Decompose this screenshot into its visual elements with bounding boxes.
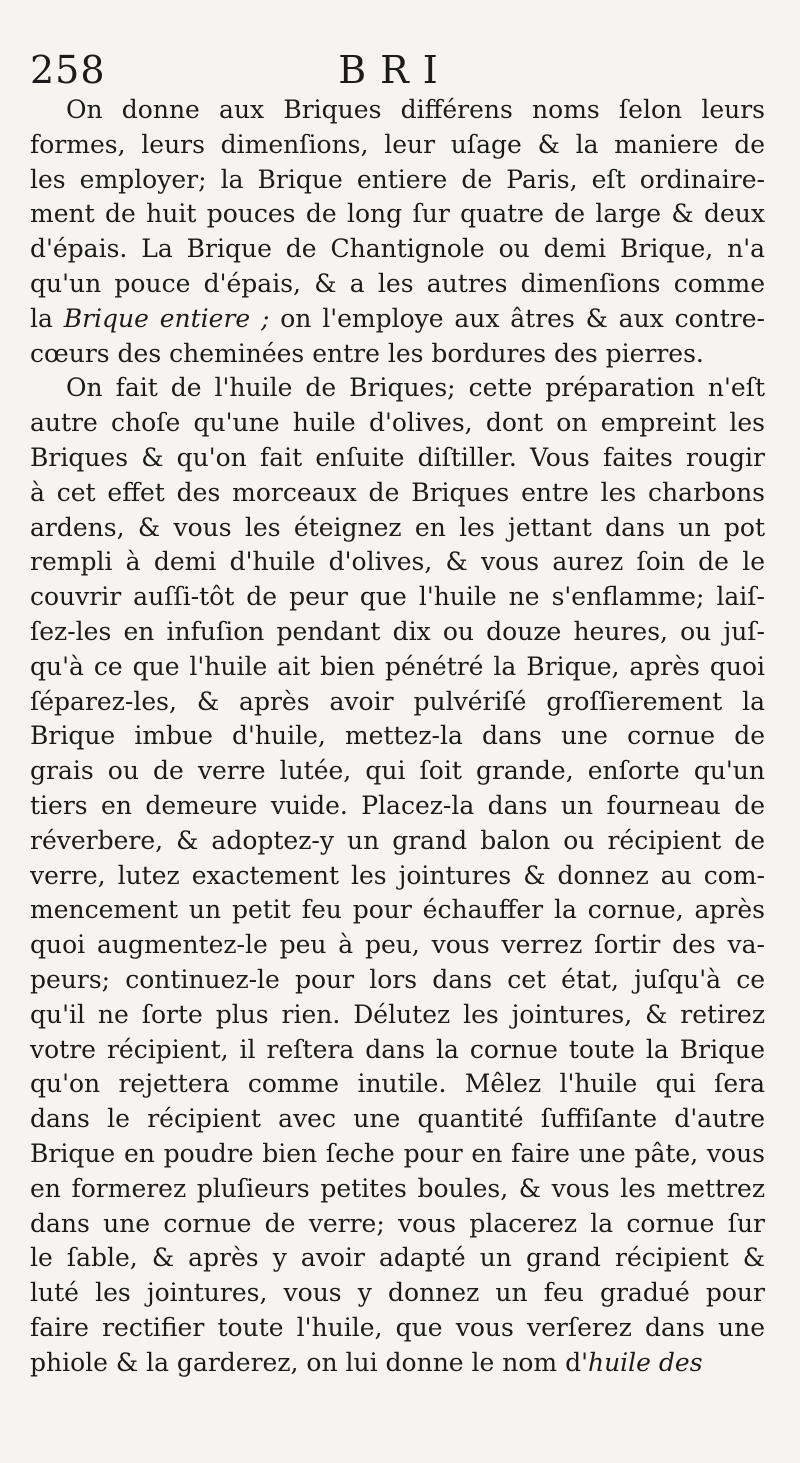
italic-phrase: Brique entiere ; (63, 303, 270, 333)
text-line: dans le récipient avec une quantité ſuffiſante d'autre (30, 1104, 765, 1134)
text-line: phiole & la garderez, on lui donne le nom d'huile des (30, 1347, 703, 1377)
text-line: verre, lutez exactement les jointures & donnez au com- (30, 860, 765, 890)
text-line: en formerez pluſieurs petites boules, & vous les mettrez (30, 1173, 765, 1203)
text-line: ment de huit pouces de long ſur quatre de large & deux (30, 199, 765, 229)
page-number: 258 (30, 48, 106, 92)
text-line: qu'un pouce d'épais, & a les autres dimenſions comme (30, 268, 765, 298)
text-line: luté les jointures, vous y donnez un feu gradué pour (30, 1278, 765, 1308)
text-line: formes, leurs dimenſions, leur uſage & la maniere de (30, 129, 765, 159)
text-line: cœurs des cheminées entre les bordures des pierres. (30, 338, 704, 368)
text-line: les employer; la Brique entiere de Paris, eſt ordinaire- (30, 164, 765, 194)
page-header (30, 48, 760, 98)
text-line: d'épais. La Brique de Chantignole ou demi Brique, n'a (30, 234, 765, 264)
text-line: peurs; continuez-le pour lors dans cet état, juſqu'à ce (30, 964, 765, 994)
text-line: grais ou de verre lutée, qui ſoit grande, enſorte qu'un (30, 756, 765, 786)
text-line: rempli à demi d'huile d'olives, & vous aurez ſoin de le (30, 547, 765, 577)
text-line: votre récipient, il reſtera dans la cornue toute la Brique (30, 1034, 765, 1064)
text-line: ardens, & vous les éteignez en les jettant dans un pot (30, 512, 765, 542)
text-line: faire rectifier toute l'huile, que vous verſerez dans une (30, 1312, 765, 1342)
running-head: BRI (338, 48, 452, 92)
text-line: ſez-les en infuſion pendant dix ou douze heures, ou juſ- (30, 616, 765, 646)
text-line: Brique en poudre bien ſeche pour en faire une pâte, vous (30, 1138, 765, 1168)
text-line: dans une cornue de verre; vous placerez la cornue ſur (30, 1208, 765, 1238)
text-line: quoi augmentez-le peu à peu, vous verrez ſortir des va- (30, 930, 765, 960)
text-line: ſéparez-les, & après avoir pulvériſé groſſierement la (30, 686, 765, 716)
text-line: mencement un petit feu pour échauffer la cornue, après (30, 895, 765, 925)
text-line: Briques & qu'on fait enſuite diſtiller. Vous faites rougir (30, 442, 765, 472)
text-line: le ſable, & après y avoir adapté un grand récipient & (30, 1243, 765, 1273)
text-line: qu'on rejettera comme inutile. Mêlez l'huile qui ſera (30, 1069, 765, 1099)
text-line: couvrir auſſi-tôt de peur que l'huile ne s'enflamme; laiſ- (30, 582, 765, 612)
paragraph (30, 93, 765, 371)
text-line: tiers en demeure vuide. Placez-la dans un fourneau de (30, 790, 765, 820)
paragraph (30, 371, 765, 1380)
text-line: autre choſe qu'une huile d'olives, dont on empreint les (30, 408, 765, 438)
text-line: Brique imbue d'huile, mettez-la dans une cornue de (30, 721, 765, 751)
text-line: réverbere, & adoptez-y un grand balon ou récipient de (30, 825, 765, 855)
text-line: à cet effet des morceaux de Briques entre les charbons (30, 477, 765, 507)
italic-phrase: huile des (587, 1347, 703, 1377)
text-line: On fait de l'huile de Briques; cette préparation n'eſt (66, 373, 765, 403)
body-text (30, 93, 765, 1380)
text-line: la Brique entiere ; on l'employe aux âtres & aux contre- (30, 303, 765, 333)
text-line: On donne aux Briques différens noms ſelon leurs (66, 95, 765, 124)
text-line: qu'à ce que l'huile ait bien pénétré la Brique, après quoi (30, 651, 765, 681)
text-line: qu'il ne ſorte plus rien. Délutez les jointures, & retirez (30, 999, 765, 1029)
